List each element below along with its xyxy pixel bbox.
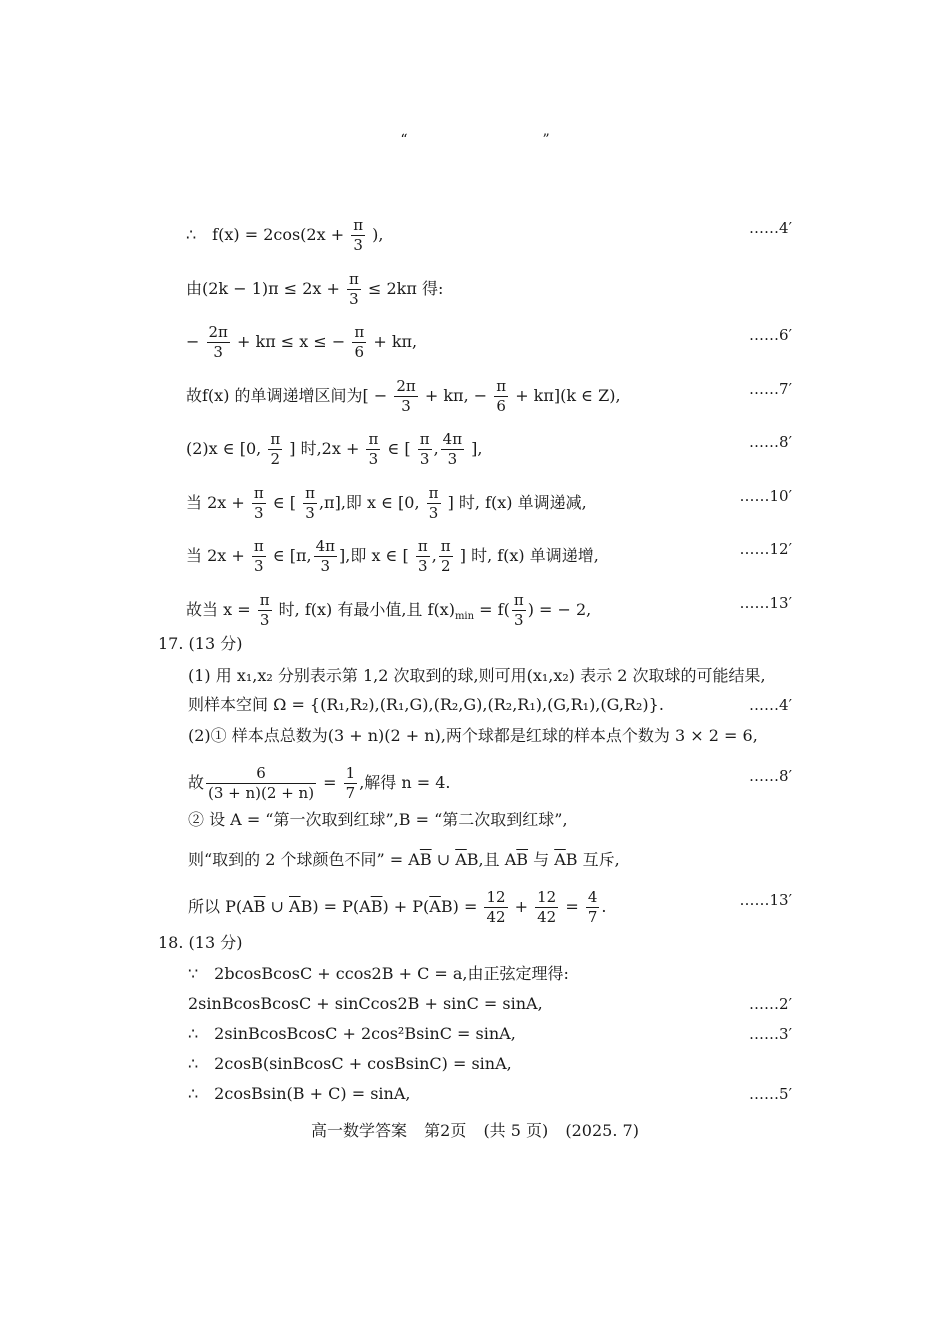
q17-heading: 17. (13 分) (158, 634, 243, 653)
q18-line-3: ∴ 2sinBcosBcosC + 2cos²BsinC = sinA, (188, 1024, 516, 1043)
fraction: $\frac{\pi}{3}$ (305, 484, 315, 522)
fraction: $\frac{\pi}{3}$ (368, 430, 379, 468)
q17-line-4: 故 $\frac{6}{(3 + n)(2 + n)}$ = $\frac{1}{7}$ ,解得 n = 4. (188, 764, 451, 802)
fraction: $\frac{2\pi}{3}$ (396, 377, 416, 415)
fraction: $\frac{2\pi}{3}$ (208, 323, 228, 361)
score-mark: ……4′ (749, 219, 792, 237)
fraction: $\frac{12}{42}$ (486, 888, 506, 926)
fraction: $\frac{\pi}{3}$ (419, 430, 430, 468)
q17-line-7: 所以 $P(A\overline{B}$ ∪ $\overline{A}B) = P(A\overline{B}) + P(\overline{A}B)$ = $\frac{12}{42}$ + $\frac{12}{42}$ = $\frac{4}{7}$ . (188, 888, 607, 926)
fraction: $\frac{4\pi}{3}$ (315, 537, 336, 575)
q18-line-1: ∵ 2bcosBcosC + ccos2B + C = a,由正弦定理得: (188, 964, 569, 983)
fraction: $\frac{12}{42}$ (537, 888, 557, 926)
fraction: $\frac{\pi}{3}$ (428, 484, 439, 522)
score-mark: ……6′ (749, 326, 792, 344)
page-footer (0, 1118, 950, 1141)
q16-line-3: − $\frac{2\pi}{3}$ + kπ ≤ x ≤ − $\frac{\pi}{6}$ + kπ, (186, 323, 418, 361)
score-mark: ……8′ (749, 433, 792, 451)
score-mark: ……2′ (749, 995, 792, 1013)
fraction: $\frac{\pi}{3}$ (353, 216, 364, 254)
footer-total-pages: (共 5 页) (483, 1121, 549, 1140)
score-mark: ……3′ (749, 1025, 792, 1043)
fraction: $\frac{6}{(3 + n)(2 + n)}$ (208, 764, 315, 802)
fraction: $\frac{\pi}{3}$ (253, 484, 264, 522)
q18-line-2: 2sinBcosBcosC + sinCcos2B + sinC = sinA, (188, 994, 543, 1013)
q18-heading: 18. (13 分) (158, 933, 243, 952)
score-mark: ……4′ (749, 696, 792, 714)
close-quote: ” (542, 132, 550, 148)
q16-line-8: 故当 x = $\frac{\pi}{3}$ 时, f(x) 有最小值,且 $f(x)_{min} = f$( $\frac{\pi}{3}$ ) = − 2, (186, 591, 592, 629)
q17-line-2: 则样本空间 Ω = {(R₁,R₂),(R₁,G),(R₂,G),(R₂,R₁),(G,R₁),(G,R₂)}. (188, 695, 664, 714)
q16-line-5: (2)x ∈ [0, $\frac{\pi}{2}$ ] 时,2x + $\frac{\pi}{3}$ ∈ [ $\frac{\pi}{3}$ , $\frac{4\pi}{3}$ ], (186, 430, 483, 468)
fraction: $\frac{\pi}{3}$ (513, 591, 524, 629)
fraction: $\frac{\pi}{3}$ (253, 537, 264, 575)
score-mark: ……10′ (739, 487, 792, 505)
score-mark: ……5′ (749, 1085, 792, 1103)
q16-line-4: 故f(x) 的单调递增区间为[ − $\frac{2\pi}{3}$ + kπ, − $\frac{\pi}{6}$ + kπ](k ∈ Z), (186, 377, 621, 415)
q17-line-5: ② 设 A = “第一次取到红球”,B = “第二次取到红球”, (188, 810, 568, 829)
q17-line-6: 则“取到的 2 个球颜色不同” = $A\overline{B}$ ∪ $\overline{A}B$,且 $A\overline{B}$ 与 $\overline{A}B$ 互斥, (188, 850, 620, 869)
fraction: $\frac{4}{7}$ (587, 888, 598, 926)
score-mark: ……8′ (749, 767, 792, 785)
score-mark: ……12′ (739, 540, 792, 558)
q18-line-4: ∴ 2cosB(sinBcosC + cosBsinC) = sinA, (188, 1054, 512, 1073)
score-mark: ……13′ (739, 594, 792, 612)
q18-line-5: ∴ 2cosBsin(B + C) = sinA, (188, 1084, 411, 1103)
fraction: $\frac{\pi}{6}$ (496, 377, 507, 415)
q17-line-1: (1) 用 x₁,x₂ 分别表示第 1,2 次取到的球,则可用(x₁,x₂) 表示 2 次取球的可能结果, (188, 666, 766, 685)
fraction: $\frac{\pi}{6}$ (354, 323, 365, 361)
q16-line-6: 当 2x + $\frac{\pi}{3}$ ∈ [ $\frac{\pi}{3}$ ,π],即 x ∈ [0, $\frac{\pi}{3}$ ] 时, f(x) 单调递减, (186, 484, 587, 522)
score-mark: ……7′ (749, 380, 792, 398)
fraction: $\frac{1}{7}$ (345, 764, 356, 802)
fraction: $\frac{\pi}{2}$ (440, 537, 451, 575)
q16-line-1: ∴ f(x) = 2cos(2x + $\frac{\pi}{3}$ ), (186, 216, 384, 254)
fraction: $\frac{\pi}{3}$ (349, 270, 359, 308)
score-mark: ……13′ (739, 891, 792, 909)
footer-subject: 高一数学答案 (311, 1121, 408, 1140)
q16-line-7: 当 2x + $\frac{\pi}{3}$ ∈ [π, $\frac{4\pi}{3}$ ],即 x ∈ [ $\frac{\pi}{3}$ , $\frac{\pi}{2}$ ] 时, f(x) 单调递增, (186, 537, 599, 575)
open-quote: “ (400, 132, 408, 148)
fraction: $\frac{\pi}{3}$ (259, 591, 270, 629)
fraction: $\frac{\pi}{3}$ (417, 537, 428, 575)
footer-date: (2025. 7) (565, 1121, 639, 1140)
fraction: $\frac{4\pi}{3}$ (442, 430, 463, 468)
q17-line-3: (2)① 样本点总数为(3 + n)(2 + n),两个球都是红球的样本点个数为 3 × 2 = 6, (188, 726, 758, 745)
footer-page-number: 第2页 (424, 1121, 467, 1140)
header-quotes (0, 132, 950, 148)
q16-line-2: 由(2k − 1)π ≤ 2x + $\frac{\pi}{3}$ ≤ 2kπ 得: (186, 270, 444, 308)
fraction: $\frac{\pi}{2}$ (270, 430, 281, 468)
